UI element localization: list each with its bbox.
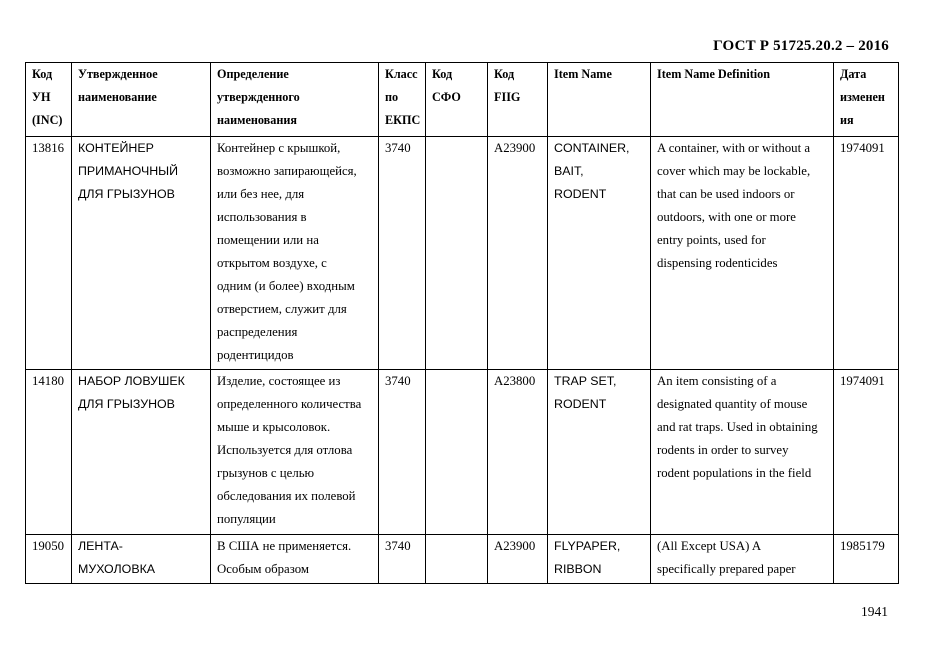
cell-definition: Контейнер с крышкой, возможно запирающейся, или без нее, для использования в помещении или на открытом воздухе, с одним (и более) входным отверстием, служит для распределения родентицидов: [211, 137, 379, 370]
cell-approved-name: КОНТЕЙНЕР ПРИМАНОЧНЫЙ ДЛЯ ГРЫЗУНОВ: [72, 137, 211, 370]
cell-code-fiig: A23800: [488, 370, 548, 535]
col-header-item-definition: Item Name Definition: [651, 63, 834, 137]
cell-definition: В США не применяется. Особым образом: [211, 535, 379, 584]
cell-date: 1985179: [834, 535, 899, 584]
document-header: ГОСТ Р 51725.20.2 – 2016: [713, 38, 889, 54]
cell-class-ekps: 3740: [379, 535, 426, 584]
table-row: [26, 370, 899, 535]
cell-inc: 13816: [26, 137, 72, 370]
cell-approved-name: НАБОР ЛОВУШЕК ДЛЯ ГРЫЗУНОВ: [72, 370, 211, 535]
cell-code-fiig: A23900: [488, 535, 548, 584]
cell-item-name: CONTAINER, BAIT, RODENT: [548, 137, 651, 370]
col-header-date: Дата изменен ия: [834, 63, 899, 137]
table-header-row: [26, 63, 899, 137]
cell-inc: 19050: [26, 535, 72, 584]
col-header-inc: Код УН (INC): [26, 63, 72, 137]
table-row: [26, 137, 899, 370]
cell-code-sfo: [426, 137, 488, 370]
cell-item-name: TRAP SET, RODENT: [548, 370, 651, 535]
cell-date: 1974091: [834, 370, 899, 535]
cell-class-ekps: 3740: [379, 370, 426, 535]
cell-item-definition: (All Except USA) A specifically prepared paper: [651, 535, 834, 584]
col-header-class-ekps: Класс по ЕКПС: [379, 63, 426, 137]
cell-item-name: FLYPAPER, RIBBON: [548, 535, 651, 584]
cell-item-definition: An item consisting of a designated quantity of mouse and rat traps. Used in obtaining rodents in order to survey rodent populations in the field: [651, 370, 834, 535]
col-header-code-fiig: Код FIIG: [488, 63, 548, 137]
catalog-table: [25, 62, 899, 584]
table-row: [26, 535, 899, 584]
cell-item-definition: A container, with or without a cover which may be lockable, that can be used indoors or outdoors, with one or more entry points, used for dispensing rodenticides: [651, 137, 834, 370]
col-header-code-sfo: Код СФО: [426, 63, 488, 137]
cell-definition: Изделие, состоящее из определенного количества мыше и крысоловок. Используется для отлова грызунов с целью обследования их полевой популяции: [211, 370, 379, 535]
cell-code-sfo: [426, 535, 488, 584]
col-header-approved-name: Утвержденное наименование: [72, 63, 211, 137]
cell-class-ekps: 3740: [379, 137, 426, 370]
cell-code-sfo: [426, 370, 488, 535]
cell-code-fiig: A23900: [488, 137, 548, 370]
cell-approved-name: ЛЕНТА- МУХОЛОВКА: [72, 535, 211, 584]
cell-date: 1974091: [834, 137, 899, 370]
col-header-item-name: Item Name: [548, 63, 651, 137]
page-number: 1941: [861, 604, 888, 619]
col-header-definition: Определение утвержденного наименования: [211, 63, 379, 137]
cell-inc: 14180: [26, 370, 72, 535]
